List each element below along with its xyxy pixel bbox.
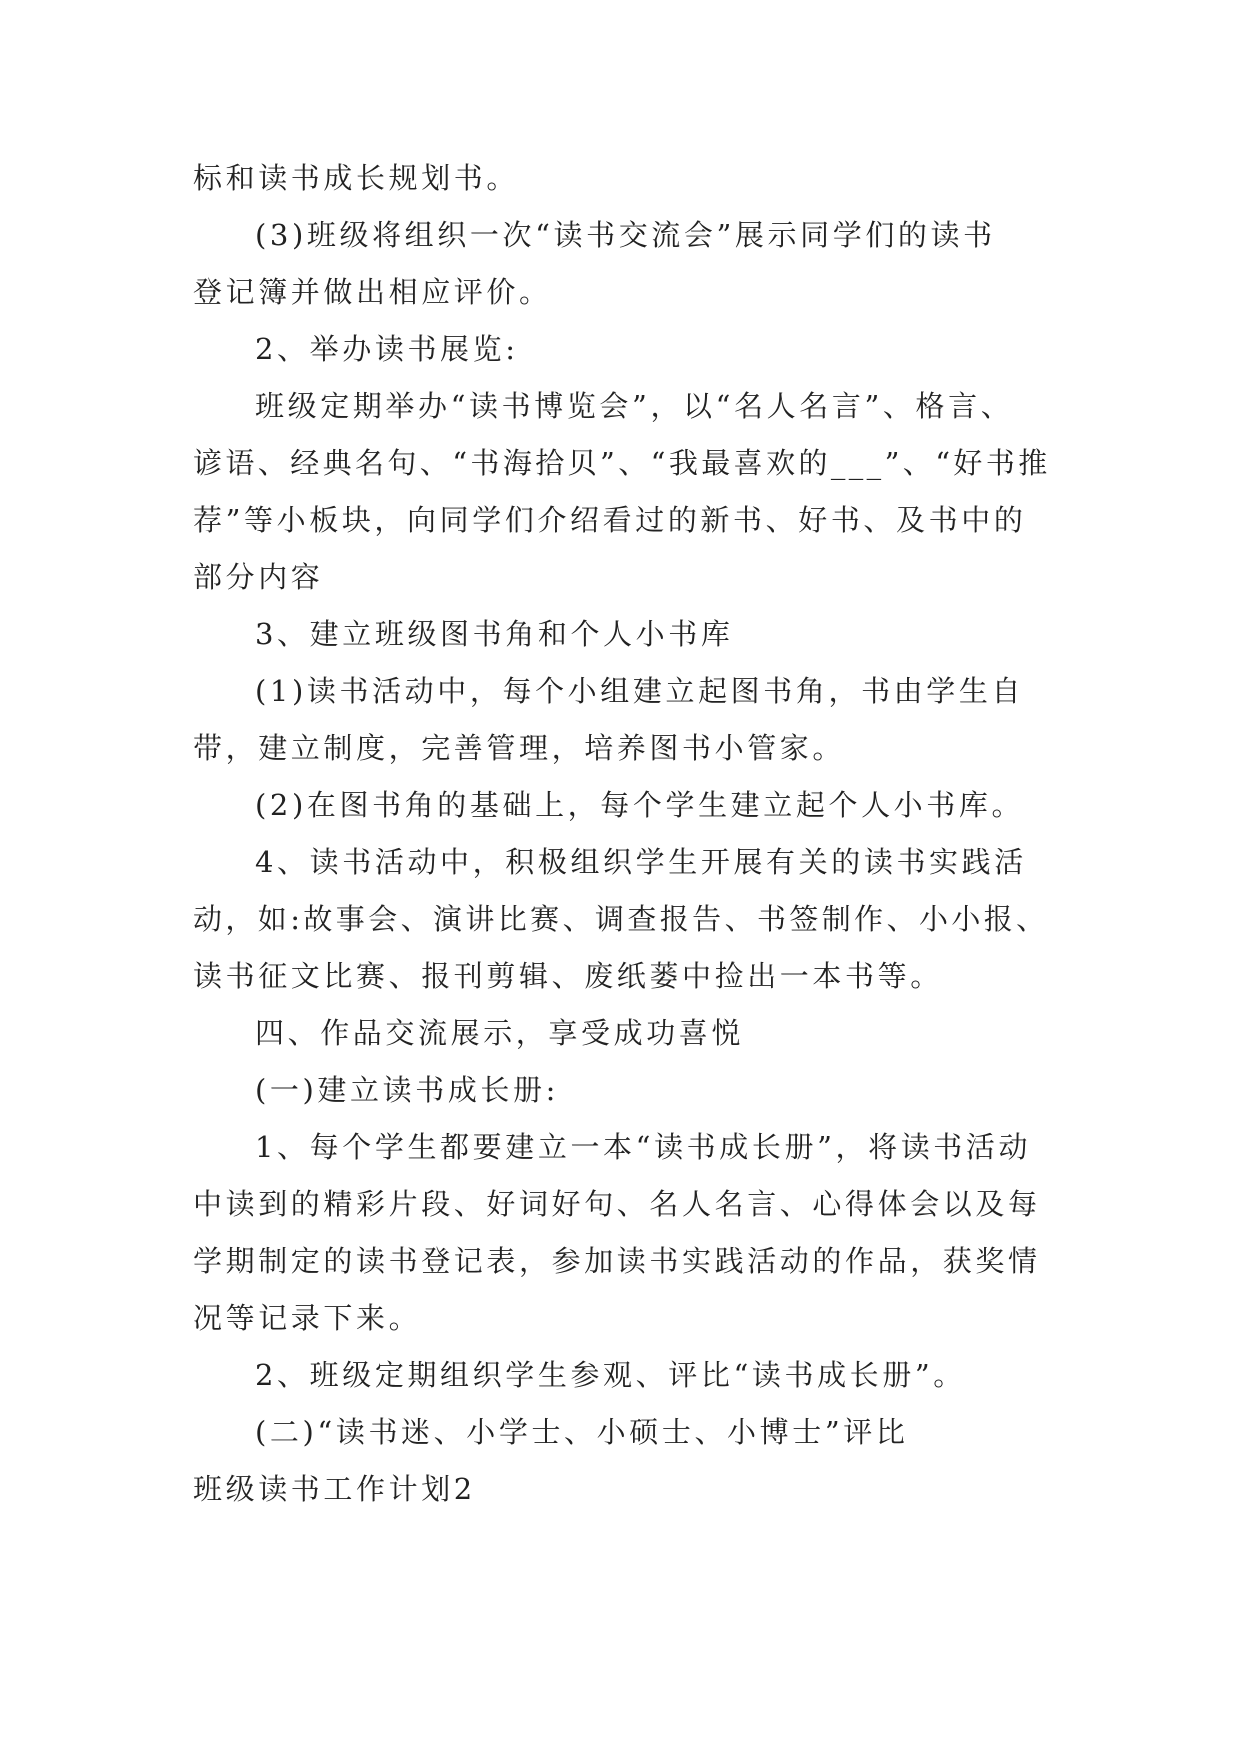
section-heading: 3、建立班级图书角和个人小书库 (255, 617, 734, 651)
section-heading: 四、作品交流展示，享受成功喜悦 (255, 1016, 745, 1050)
paragraph-line: 班级定期举办“读书博览会”，以“名人名言”、格言、 (255, 389, 1014, 423)
section-heading: 2、举办读书展览: (255, 332, 519, 366)
document-title: 班级读书工作计划2 (193, 1472, 476, 1506)
paragraph-line: 4、读书活动中，积极组织学生开展有关的读书实践活 (255, 845, 1027, 879)
paragraph-line: (1)读书活动中，每个小组建立起图书角，书由学生自 (255, 674, 1025, 708)
subsection-heading: (二)“读书迷、小学士、小硕士、小博士”评比 (255, 1415, 909, 1449)
paragraph-line: (3)班级将组织一次“读书交流会”展示同学们的读书 (255, 218, 996, 252)
paragraph-line: 1、每个学生都要建立一本“读书成长册”，将读书活动 (255, 1130, 1032, 1164)
paragraph-line: 登记簿并做出相应评价。 (193, 275, 552, 309)
paragraph-line: 带，建立制度，完善管理，培养图书小管家。 (193, 731, 846, 765)
paragraph-line: 谚语、经典名句、“书海拾贝”、“我最喜欢的___”、“好书推 (193, 446, 1051, 480)
paragraph-line: (2)在图书角的基础上，每个学生建立起个人小书库。 (255, 788, 1025, 822)
paragraph-line: 荐”等小板块，向同学们介绍看过的新书、好书、及书中的 (193, 503, 1027, 537)
paragraph-line: 动，如:故事会、演讲比赛、调查报告、书签制作、小小报、 (193, 902, 1049, 936)
paragraph-line: 读书征文比赛、报刊剪辑、废纸蒌中捡出一本书等。 (193, 959, 943, 993)
paragraph-line: 学期制定的读书登记表，参加读书实践活动的作品，获奖情 (193, 1244, 1041, 1278)
paragraph-line: 标和读书成长规划书。 (193, 161, 520, 195)
paragraph-line: 中读到的精彩片段、好词好句、名人名言、心得体会以及每 (193, 1187, 1041, 1221)
paragraph-line: 况等记录下来。 (193, 1301, 422, 1335)
subsection-heading: (一)建立读书成长册: (255, 1073, 559, 1107)
paragraph-line: 2、班级定期组织学生参观、评比“读书成长册”。 (255, 1358, 966, 1392)
paragraph-line: 部分内容 (193, 560, 324, 594)
